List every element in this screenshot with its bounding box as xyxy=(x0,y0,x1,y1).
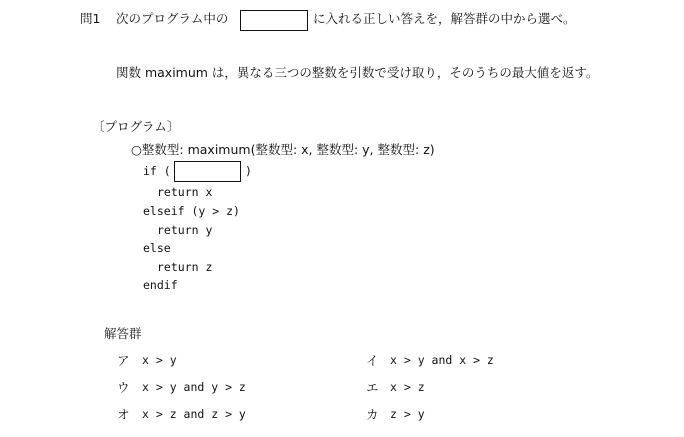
answer-option-text: x > z and z > y xyxy=(142,407,246,421)
code-endif: endif xyxy=(143,278,178,292)
answer-option-text: z > y xyxy=(390,407,425,421)
answer-option-text: x > y xyxy=(142,353,177,367)
code-return-z: return z xyxy=(157,260,213,274)
question-text-after: に入れる正しい答えを，解答群の中から選べ。 xyxy=(313,11,576,26)
question-answer-blank xyxy=(240,10,308,31)
answer-option-label: エ xyxy=(366,380,379,395)
answer-option-label: オ xyxy=(117,407,130,422)
question-number: 問1 xyxy=(80,11,101,26)
answer-option-label: ウ xyxy=(117,380,130,395)
code-return-x: return x xyxy=(157,185,213,199)
answer-option-text: x > y and y > z xyxy=(142,380,246,394)
code-if-close: ) xyxy=(245,164,252,178)
program-heading: 〔プログラム〕 xyxy=(92,119,180,134)
answer-option-label: カ xyxy=(366,407,379,422)
code-return-y: return y xyxy=(157,223,213,237)
answer-option-text: x > y and x > z xyxy=(390,353,494,367)
code-else: else xyxy=(143,241,171,255)
code-elseif: elseif (y > z) xyxy=(143,204,240,218)
program-signature: ○整数型: maximum(整数型: x, 整数型: y, 整数型: z) xyxy=(131,142,435,157)
question-text-before: 次のプログラム中の xyxy=(116,11,229,26)
function-description: 関数 maximum は，異なる三つの整数を引数で受け取り，そのうちの最大値を返す。 xyxy=(116,65,599,80)
answers-heading: 解答群 xyxy=(104,326,142,341)
code-if-open: if ( xyxy=(143,164,171,178)
program-condition-blank xyxy=(174,161,241,182)
answer-option-label: ア xyxy=(117,353,130,368)
answer-option-text: x > z xyxy=(390,380,425,394)
answer-option-label: イ xyxy=(366,353,379,368)
